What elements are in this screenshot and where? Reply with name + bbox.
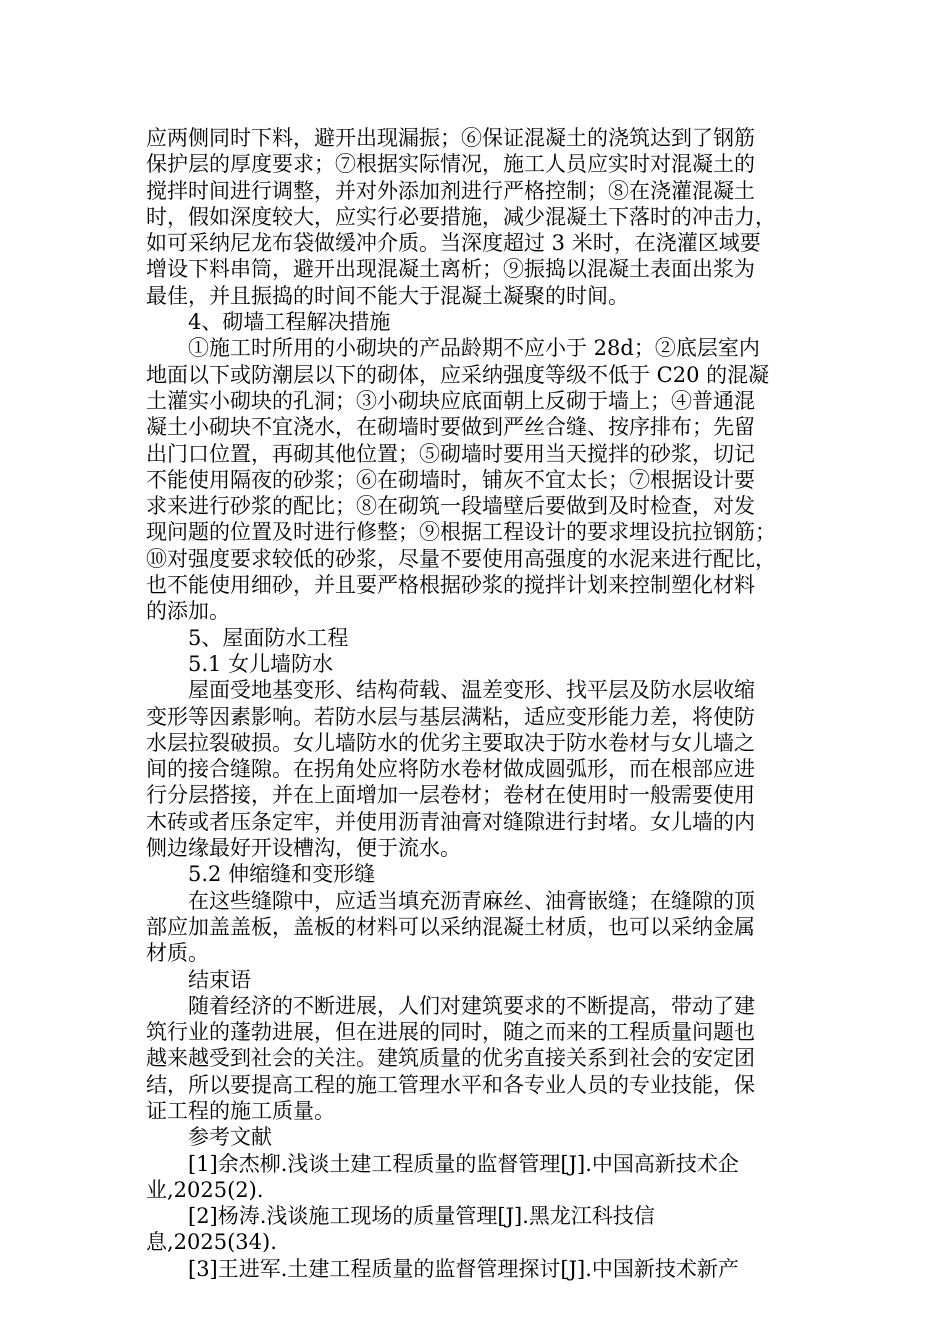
paragraph-line: 土灌实小砌块的孔洞；③小砌块应底面朝上反砌于墙上；④普通混 — [146, 388, 755, 413]
paragraph-line: 的添加。 — [146, 599, 230, 624]
reference-line: [3]王进军.土建工程质量的监督管理探讨[J].中国新技术新产 — [188, 1256, 739, 1281]
paragraph-line: 地面以下或防潮层以下的砌体，应采纳强度等级不低于 C20 的混凝 — [146, 362, 770, 387]
paragraph-line: 证工程的施工质量。 — [146, 1098, 335, 1123]
paragraph-line: 侧边缘最好开设槽沟，便于流水。 — [146, 836, 461, 861]
paragraph-line: 结，所以要提高工程的施工管理水平和各专业人员的专业技能，保 — [146, 1072, 755, 1097]
paragraph-line: 如可采纳尼龙布袋做缓冲介质。当深度超过 3 米时，在浇灌区域要 — [146, 231, 761, 256]
section-heading: 4、砌墙工程解决措施 — [188, 310, 391, 335]
paragraph-line: 不能使用隔夜的砂浆；⑥在砌墙时，铺灰不宜太长；⑦根据设计要 — [146, 467, 755, 492]
paragraph-line: 凝土小砌块不宜浇水，在砌墙时要做到严丝合缝、按序排布；先留 — [146, 415, 755, 440]
subsection-heading: 5.1 女儿墙防水 — [188, 651, 334, 676]
paragraph-line: 材质。 — [146, 941, 209, 966]
paragraph-line: 搅拌时间进行调整，并对外添加剂进行严格控制；⑧在浇灌混凝土 — [146, 178, 755, 203]
paragraph-line: ⑩对强度要求较低的砂浆，尽量不要使用高强度的水泥来进行配比， — [146, 546, 776, 571]
paragraph-line: 木砖或者压条定牢，并使用沥青油膏对缝隙进行封堵。女儿墙的内 — [146, 809, 755, 834]
paragraph-line: 也不能使用细砂，并且要严格根据砂浆的搅拌计划来控制塑化材料 — [146, 573, 755, 598]
paragraph-line: 随着经济的不断进展，人们对建筑要求的不断提高，带动了建 — [188, 993, 755, 1018]
subsection-heading: 5.2 伸缩缝和变形缝 — [188, 862, 376, 887]
paragraph-line: 水层拉裂破损。女儿墙防水的优劣主要取决于防水卷材与女儿墙之 — [146, 730, 755, 755]
reference-line: [2]杨涛.浅谈施工现场的质量管理[J].黑龙江科技信 — [188, 1204, 655, 1229]
paragraph-line: 出门口位置，再砌其他位置；⑤砌墙时要用当天搅拌的砂浆，切记 — [146, 441, 755, 466]
paragraph-line: 保护层的厚度要求；⑦根据实际情况，施工人员应实时对混凝土的 — [146, 152, 755, 177]
paragraph-line: 变形等因素影响。若防水层与基层满粘，适应变形能力差，将使防 — [146, 704, 755, 729]
reference-line: 息,2025(34). — [146, 1230, 277, 1255]
section-heading: 参考文献 — [188, 1125, 272, 1150]
paragraph-line: 求来进行砂浆的配比；⑧在砌筑一段墙壁后要做到及时检查，对发 — [146, 494, 755, 519]
section-heading: 结束语 — [188, 967, 251, 992]
reference-line: [1]余杰柳.浅谈土建工程质量的监督管理[J].中国高新技术企 — [188, 1151, 739, 1176]
paragraph-line: 现问题的位置及时进行修整；⑨根据工程设计的要求埋设抗拉钢筋； — [146, 520, 776, 545]
paragraph-line: 最佳，并且振捣的时间不能大于混凝土凝聚的时间。 — [146, 283, 629, 308]
paragraph-line: 部应加盖盖板，盖板的材料可以采纳混凝土材质，也可以采纳金属 — [146, 914, 755, 939]
paragraph-line: 间的接合缝隙。在拐角处应将防水卷材做成圆弧形，而在根部应进 — [146, 757, 755, 782]
body-text — [146, 125, 806, 1282]
paragraph-line: 应两侧同时下料，避开出现漏振；⑥保证混凝土的浇筑达到了钢筋 — [146, 126, 755, 150]
paragraph-line: 增设下料串筒，避开出现混凝土离析；⑨振捣以混凝土表面出浆为 — [146, 257, 755, 282]
paragraph-line: 时，假如深度较大，应实行必要措施，减少混凝土下落时的冲击力， — [146, 204, 776, 229]
paragraph-line: ①施工时所用的小砌块的产品龄期不应小于 28d；②底层室内 — [188, 336, 760, 361]
reference-line: 业,2025(2). — [146, 1177, 264, 1202]
paragraph-line: 越来越受到社会的关注。建筑质量的优劣直接关系到社会的安定团 — [146, 1046, 755, 1071]
paragraph-line: 行分层搭接，并在上面增加一层卷材；卷材在使用时一般需要使用 — [146, 783, 755, 808]
paragraph-line: 在这些缝隙中，应适当填充沥青麻丝、油膏嵌缝；在缝隙的顶 — [188, 888, 755, 913]
section-heading: 5、屋面防水工程 — [188, 625, 349, 650]
paragraph-line: 屋面受地基变形、结构荷载、温差变形、找平层及防水层收缩 — [188, 678, 755, 703]
paragraph-line: 筑行业的蓬勃进展，但在进展的同时，随之而来的工程质量问题也 — [146, 1020, 755, 1045]
